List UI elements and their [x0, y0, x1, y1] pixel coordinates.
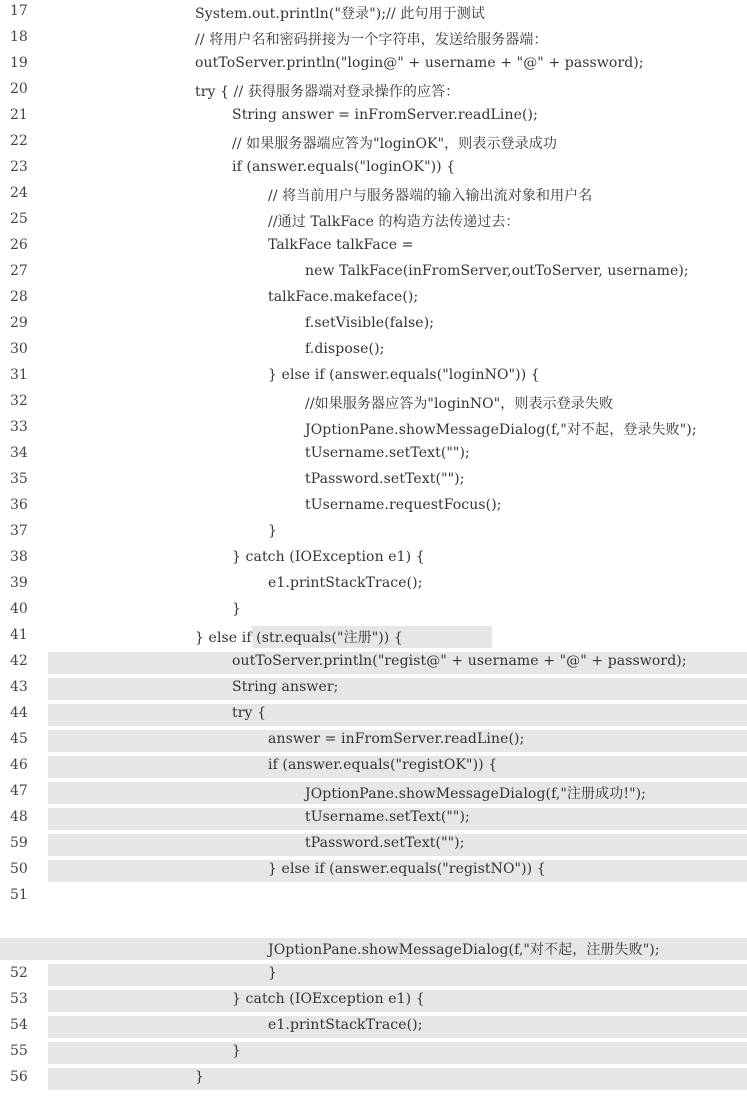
line-number: 39 — [10, 575, 28, 591]
code-line — [0, 886, 747, 912]
code-text: e1.printStackTrace(); — [268, 575, 423, 591]
code-text: } — [232, 601, 242, 617]
code-text: tPassword.setText(""); — [305, 835, 465, 851]
line-number: 38 — [10, 549, 28, 565]
code-text: TalkFace talkFace = — [268, 237, 414, 253]
line-number: 40 — [10, 601, 28, 617]
code-line — [0, 392, 747, 418]
code-line — [0, 366, 747, 392]
line-number: 37 — [10, 523, 28, 539]
line-number: 17 — [10, 3, 28, 19]
line-number: 36 — [10, 497, 28, 513]
line-number: 19 — [10, 55, 28, 71]
code-text: outToServer.println("login@" + username + "@" + password); — [195, 55, 644, 71]
line-number: 20 — [10, 81, 28, 97]
code-line — [0, 990, 747, 1016]
line-number: 25 — [10, 211, 28, 227]
code-line — [0, 964, 747, 990]
line-number: 23 — [10, 159, 28, 175]
code-text: } else if (str.equals("注册")) { — [195, 630, 403, 646]
code-text: try { — [232, 705, 267, 721]
code-text: tUsername.setText(""); — [305, 445, 470, 461]
code-line — [0, 574, 747, 600]
code-text: System.out.println("登录");// 此句用于测试 — [195, 6, 485, 22]
line-highlight — [48, 964, 747, 986]
line-number: 30 — [10, 341, 28, 357]
code-line — [0, 548, 747, 574]
code-line — [0, 1016, 747, 1042]
code-text: } — [268, 523, 278, 539]
line-number: 45 — [10, 731, 28, 747]
line-number: 18 — [10, 29, 28, 45]
code-line — [0, 834, 747, 860]
line-number: 54 — [10, 1017, 28, 1033]
code-line — [0, 54, 747, 80]
code-text: answer = inFromServer.readLine(); — [268, 731, 525, 747]
code-text: } — [195, 1069, 205, 1085]
code-line — [0, 106, 747, 132]
line-number: 46 — [10, 757, 28, 773]
line-number: 59 — [10, 835, 28, 851]
code-text: JOptionPane.showMessageDialog(f,"对不起，登录失败"); — [305, 422, 697, 438]
code-text: if (answer.equals("registOK")) { — [268, 757, 498, 773]
line-highlight — [48, 704, 747, 726]
line-number: 48 — [10, 809, 28, 825]
code-line — [0, 652, 747, 678]
code-text: //如果服务器应答为"loginNO"，则表示登录失败 — [305, 396, 614, 412]
line-number: 32 — [10, 393, 28, 409]
code-line — [0, 418, 747, 444]
code-text: JOptionPane.showMessageDialog(f,"注册成功!"); — [305, 786, 646, 802]
code-text: } catch (IOException e1) { — [232, 549, 425, 565]
code-text: String answer; — [232, 679, 339, 695]
code-line — [0, 938, 747, 964]
code-line — [0, 288, 747, 314]
line-number: 53 — [10, 991, 28, 1007]
code-text: } else if (answer.equals("loginNO")) { — [268, 367, 540, 383]
code-line — [0, 730, 747, 756]
code-text: tPassword.setText(""); — [305, 471, 465, 487]
line-number: 33 — [10, 419, 28, 435]
code-text: tUsername.setText(""); — [305, 809, 470, 825]
code-line — [0, 340, 747, 366]
code-text: // 如果服务器端应答为"loginOK"，则表示登录成功 — [232, 136, 557, 152]
code-line — [0, 678, 747, 704]
line-number: 47 — [10, 783, 28, 799]
code-line — [0, 1042, 747, 1068]
line-number: 42 — [10, 653, 28, 669]
code-line — [0, 782, 747, 808]
line-number: 34 — [10, 445, 28, 461]
code-text: //通过 TalkFace 的构造方法传递过去： — [268, 214, 520, 230]
code-line — [0, 132, 747, 158]
code-line — [0, 626, 747, 652]
code-text: f.setVisible(false); — [305, 315, 435, 331]
line-number: 52 — [10, 965, 28, 981]
code-text: try { // 获得服务器端对登录操作的应答： — [195, 84, 460, 100]
code-text: JOptionPane.showMessageDialog(f,"对不起，注册失败"); — [268, 942, 660, 958]
line-number: 51 — [10, 887, 28, 903]
code-text: } — [268, 965, 278, 981]
code-text: outToServer.println("regist@" + username + "@" + password); — [232, 653, 687, 669]
line-number: 41 — [10, 627, 28, 643]
code-text: } — [232, 1043, 242, 1059]
code-line — [0, 496, 747, 522]
code-line — [0, 158, 747, 184]
code-line — [0, 314, 747, 340]
code-text: // 将用户名和密码拼接为一个字符串，发送给服务器端： — [195, 32, 548, 48]
code-text: f.dispose(); — [305, 341, 385, 357]
code-text: // 将当前用户与服务器端的输入输出流对象和用户名 — [268, 188, 593, 204]
line-number: 35 — [10, 471, 28, 487]
line-number: 28 — [10, 289, 28, 305]
code-text: String answer = inFromServer.readLine(); — [232, 107, 538, 123]
code-text: e1.printStackTrace(); — [268, 1017, 423, 1033]
code-line — [0, 210, 747, 236]
code-text: if (answer.equals("loginOK")) { — [232, 159, 456, 175]
code-line — [0, 184, 747, 210]
code-line — [0, 522, 747, 548]
line-number: 22 — [10, 133, 28, 149]
code-line — [0, 600, 747, 626]
code-text: talkFace.makeface(); — [268, 289, 419, 305]
code-line — [0, 470, 747, 496]
code-line — [0, 756, 747, 782]
code-line — [0, 28, 747, 54]
code-line — [0, 262, 747, 288]
code-line — [0, 1068, 747, 1094]
code-line — [0, 704, 747, 730]
code-line — [0, 444, 747, 470]
line-highlight — [48, 678, 747, 700]
code-line — [0, 860, 747, 886]
line-number: 44 — [10, 705, 28, 721]
line-number: 55 — [10, 1043, 28, 1059]
code-line — [0, 2, 747, 28]
line-number: 31 — [10, 367, 28, 383]
line-highlight — [48, 1068, 747, 1090]
code-line — [0, 80, 747, 106]
line-number: 27 — [10, 263, 28, 279]
line-number: 43 — [10, 679, 28, 695]
line-number: 29 — [10, 315, 28, 331]
line-highlight — [48, 1042, 747, 1064]
code-text: } else if (answer.equals("registNO")) { — [268, 861, 546, 877]
code-text: } catch (IOException e1) { — [232, 991, 425, 1007]
code-line — [0, 236, 747, 262]
code-text: tUsername.requestFocus(); — [305, 497, 502, 513]
code-text: new TalkFace(inFromServer,outToServer, username); — [305, 263, 689, 279]
line-number: 26 — [10, 237, 28, 253]
code-line — [0, 808, 747, 834]
line-number: 21 — [10, 107, 28, 123]
line-number: 56 — [10, 1069, 28, 1085]
line-number: 24 — [10, 185, 28, 201]
line-number: 50 — [10, 861, 28, 877]
